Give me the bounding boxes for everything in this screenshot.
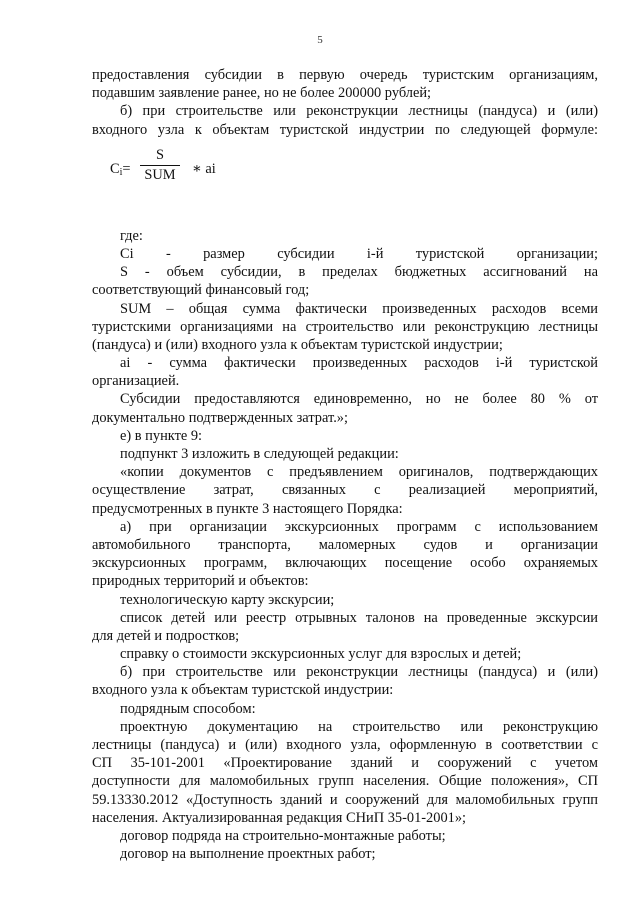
text-line: организацией. bbox=[92, 373, 180, 390]
text-line: список детей или реестр отрывных талонов на проведенные экскурсии bbox=[120, 609, 598, 626]
formula-lhs-symbol: C bbox=[110, 160, 120, 177]
document-body bbox=[92, 66, 598, 863]
formula-lhs bbox=[110, 161, 131, 178]
text-line: документально подтвержденных затрат.»; bbox=[92, 409, 348, 426]
text-line: входного узла к объектам туристской индустрии: bbox=[92, 682, 394, 699]
text-line: природных территорий и объектов: bbox=[92, 573, 309, 590]
formula-fraction bbox=[140, 147, 180, 184]
text-line: автомобильного транспорта, маломерных судов и организации bbox=[92, 536, 598, 553]
text-line: (пандуса) и (или) входного узла к объектам туристской индустрии; bbox=[92, 336, 503, 353]
text-line: подпункт 3 изложить в следующей редакции: bbox=[120, 446, 399, 462]
text-line: где: bbox=[120, 227, 143, 244]
text-line: осуществление затрат, связанных с реализацией мероприятий, bbox=[92, 482, 598, 499]
text-line: населения. Актуализированная редакция СНиП 35-01-2001»; bbox=[92, 809, 467, 826]
text-line: а) при организации экскурсионных программ с использованием bbox=[120, 518, 598, 535]
text-line: СП 35-101-2001 «Проектирование зданий и сооружений с учетом bbox=[92, 755, 598, 772]
text-line: соответствующий финансовый год; bbox=[92, 282, 310, 299]
text-line: экскурсионных программ, включающих посещение особо охраняемых bbox=[92, 555, 598, 572]
text-line: б) при строительстве или реконструкции лестницы (пандуса) и (или) bbox=[120, 103, 598, 120]
paragraph-block-bottom bbox=[92, 227, 598, 864]
text-line: подрядным способом: bbox=[120, 700, 256, 717]
text-line: договор на выполнение проектных работ; bbox=[120, 846, 376, 863]
text-line: 59.13330.2012 «Доступность зданий и сооружений для маломобильных групп bbox=[92, 791, 598, 808]
text-line: Субсидии предоставляются единовременно, но не более 80 % от bbox=[120, 391, 598, 408]
text-line: е) в пункте 9: bbox=[120, 427, 203, 444]
text-line: доступности для маломобильных групп населения. Общие положения», СП bbox=[92, 773, 598, 790]
formula-rhs: ∗ ai bbox=[192, 160, 216, 177]
subsidy-formula bbox=[92, 147, 598, 193]
text-line: туристскими организациями на строительство или реконструкцию лестницы bbox=[92, 318, 598, 335]
text-line: подавшим заявление ранее, но не более 200000 рублей; bbox=[92, 85, 432, 102]
text-line: «копии документов с предъявлением оригиналов, подтверждающих bbox=[120, 464, 598, 481]
text-line: ai - сумма фактически произведенных расходов i-й туристской bbox=[120, 355, 598, 372]
text-line: предоставления субсидии в первую очередь туристским организациям, bbox=[92, 67, 598, 83]
formula-equals: = bbox=[122, 160, 131, 177]
formula-lhs-subscript: i bbox=[119, 166, 123, 178]
text-line: проектную документацию на строительство или реконструкцию bbox=[120, 718, 598, 735]
text-line: SUM – общая сумма фактически произведенных расходов всеми bbox=[120, 300, 598, 317]
formula-denominator: SUM bbox=[144, 166, 176, 183]
paragraph-block-top bbox=[92, 66, 598, 139]
text-line: справку о стоимости экскурсионных услуг для взрослых и детей; bbox=[120, 646, 522, 663]
text-line: лестницы (пандуса) и (или) входного узла, оформленную в соответствии с bbox=[92, 737, 598, 753]
text-line: договор подряда на строительно-монтажные работы; bbox=[120, 827, 446, 844]
page-number: 5 bbox=[317, 34, 323, 46]
fraction-bar bbox=[140, 165, 180, 166]
text-line: технологическую карту экскурсии; bbox=[120, 591, 335, 608]
text-line: б) при строительстве или реконструкции лестницы (пандуса) и (или) bbox=[120, 664, 598, 681]
formula-numerator: S bbox=[155, 146, 164, 163]
text-line: для детей и подростков; bbox=[92, 627, 240, 644]
text-line: предусмотренных в пункте 3 настоящего Порядка: bbox=[92, 500, 403, 517]
text-line: S - объем субсидии, в пределах бюджетных ассигнований на bbox=[120, 264, 598, 281]
text-line: входного узла к объектам туристской индустрии по следующей формуле: bbox=[92, 121, 598, 138]
text-line: Ci - размер субсидии i-й туристской организации; bbox=[120, 245, 598, 262]
